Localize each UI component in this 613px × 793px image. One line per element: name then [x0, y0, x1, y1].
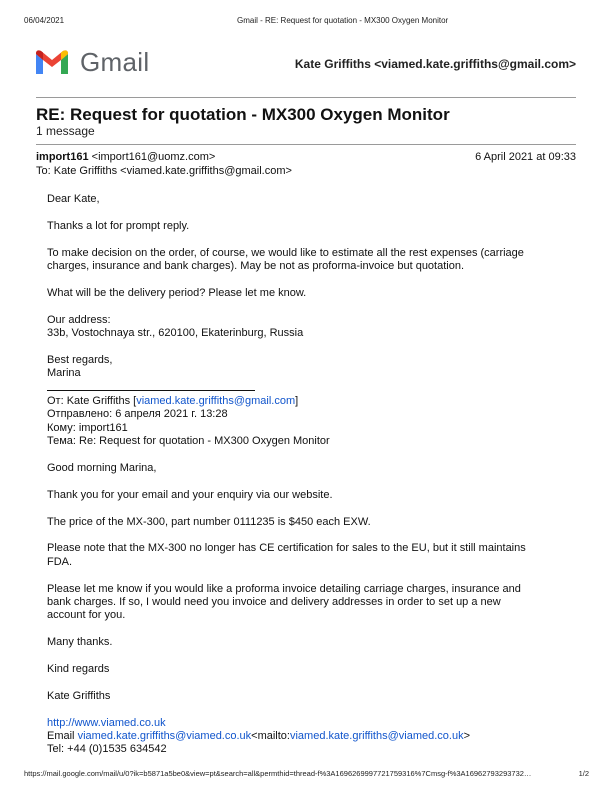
divider	[36, 97, 576, 98]
body-text: Dear Kate,	[47, 193, 100, 205]
gmail-m-logo-icon	[34, 48, 70, 76]
quote-separator	[47, 381, 567, 395]
sender	[36, 151, 215, 163]
body-text: Please let me know if you would like a proforma invoice detailing carriage charges, insurance and	[47, 582, 521, 595]
body-text: 33b, Vostochnaya str., 620100, Ekaterinburg, Russia	[47, 327, 304, 339]
body-text: account for you.	[47, 609, 126, 622]
email-link[interactable]: viamed.kate.griffiths@viamed.co.uk	[77, 730, 252, 743]
body-text: FDA.	[47, 555, 73, 568]
print-page-number: 1/2	[578, 769, 589, 778]
divider	[36, 144, 576, 145]
body-text: Kate Griffiths	[47, 689, 111, 702]
message-count: 1 message	[36, 124, 95, 138]
quoted-sent: Отправлено: 6 апреля 2021 г. 13:28	[47, 408, 228, 421]
body-text: What will be the delivery period? Please let me know.	[47, 286, 307, 299]
quoted-to: Кому: import161	[47, 421, 128, 434]
body-paragraph	[47, 583, 567, 623]
message-date: 6 April 2021 at 09:33	[475, 151, 576, 163]
email-line: Email viamed.kate.griffiths@viamed.co.uk<mailto:viamed.kate.griffiths@viamed.co.uk>	[47, 730, 471, 743]
sender-email: <import161@uomz.com>	[91, 151, 216, 163]
phone-line: Tel: +44 (0)1535 634542	[47, 743, 167, 756]
address-block	[47, 314, 567, 341]
body-text: Thanks a lot for prompt reply.	[47, 219, 190, 232]
message-recipient: To: Kate Griffiths <viamed.kate.griffiths@gmail.com>	[36, 165, 292, 177]
print-title: Gmail - RE: Request for quotation - MX300 Oxygen Monitor	[237, 16, 449, 25]
body-text: charges, insurance and bank charges). May be not as proforma-invoice but quotation.	[47, 260, 465, 272]
body-text: To make decision on the order, of course, we would like to estimate all the rest expenses (carriage	[47, 246, 524, 259]
print-url: https://mail.google.com/mail/u/0?ik=b5871a5be0&view=pt&search=all&permthid=thread-f%3A1696269997721759316%7Cmsg-f%3A16962793293732…	[24, 769, 532, 778]
account-label: Kate Griffiths <viamed.kate.griffiths@gmail.com>	[294, 57, 576, 71]
body-text: Good morning Marina,	[47, 462, 157, 475]
body-text: The price of the MX-300, part number 0111235 is $450 each EXW.	[47, 515, 371, 528]
quoted-subject: Тема: Re: Request for quotation - MX300 Oxygen Monitor	[47, 435, 330, 448]
quoted-from: От: Kate Griffiths [viamed.kate.griffiths@gmail.com]	[47, 395, 299, 408]
body-text: Marina	[47, 367, 81, 380]
body-text: Our address:	[47, 313, 111, 326]
quoted-from-link[interactable]: viamed.kate.griffiths@gmail.com	[136, 395, 296, 408]
sender-name: import161	[36, 151, 89, 163]
message-body	[47, 193, 567, 757]
body-paragraph	[47, 247, 567, 274]
print-date: 06/04/2021	[24, 16, 65, 25]
body-paragraph	[47, 542, 567, 569]
body-text: Best regards,	[47, 353, 113, 366]
mailto-link[interactable]: viamed.kate.griffiths@viamed.co.uk	[289, 730, 464, 743]
website-link[interactable]: http://www.viamed.co.uk	[47, 716, 166, 729]
signature-block	[47, 354, 567, 381]
body-text: Many thanks.	[47, 636, 113, 649]
body-text: Thank you for your email and your enquiry via our website.	[47, 488, 333, 501]
gmail-wordmark: Gmail	[80, 47, 150, 77]
body-text: Kind regards	[47, 663, 110, 676]
body-text: Please note that the MX-300 no longer has CE certification for sales to the EU, but it still maintains	[47, 542, 526, 555]
body-text: bank charges. If so, I would need you invoice and delivery addresses in order to set up a new	[47, 596, 501, 609]
thread-subject: RE: Request for quotation - MX300 Oxygen Monitor	[36, 105, 450, 124]
